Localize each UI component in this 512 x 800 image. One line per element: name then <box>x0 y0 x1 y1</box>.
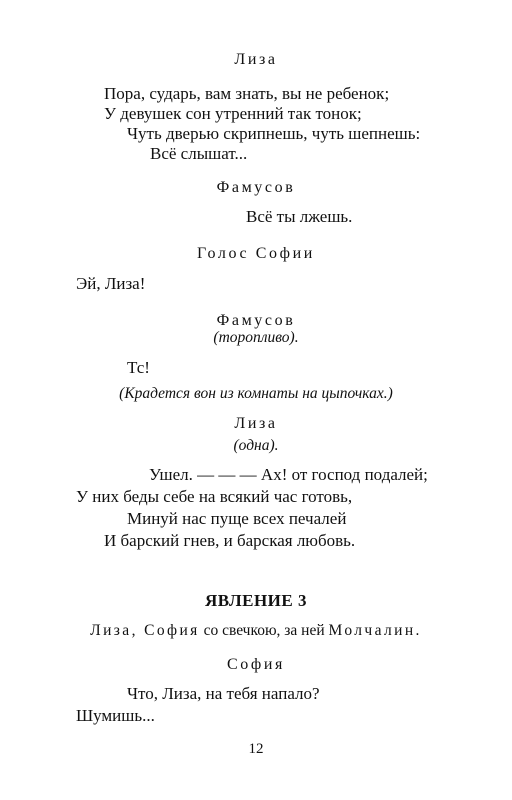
cast-names: Лиза, София <box>90 622 200 639</box>
verse-line: У девушек сон утренний так тонок; <box>104 104 362 123</box>
speaker-famusov: Фамусов <box>216 179 296 196</box>
verse-line: Всё ты лжешь. <box>246 207 353 226</box>
speaker-sofia: София <box>227 656 285 673</box>
verse-line: Тс! <box>127 358 150 377</box>
stage-direction: (Крадется вон из комнаты на цыпочках.) <box>119 385 393 402</box>
verse-line: Пора, сударь, вам знать, вы не ребенок; <box>104 84 390 103</box>
page-number: 12 <box>248 741 264 757</box>
stage-direction: (торопливо). <box>213 329 299 346</box>
verse-line: Чуть дверью скрипнешь, чуть шепнешь: <box>127 124 421 143</box>
scene-title: ЯВЛЕНИЕ 3 <box>204 591 307 610</box>
speaker-sofia-voice: Голос Софии <box>197 245 315 262</box>
cast-note: со свечкою, за ней <box>199 622 329 639</box>
verse-line: Эй, Лиза! <box>76 274 146 293</box>
scene-cast <box>0 621 512 641</box>
stage-direction: (одна). <box>233 437 279 454</box>
verse-line: Всё слышат... <box>150 144 248 163</box>
verse-line: И барский гнев, и барская любовь. <box>104 531 356 550</box>
verse-line: Минуй нас пуще всех печалей <box>127 509 347 528</box>
speaker-liza: Лиза <box>234 415 278 432</box>
speaker-famusov: Фамусов <box>216 312 296 329</box>
speaker-liza: Лиза <box>234 51 278 68</box>
verse-line: Ушел. — — — Ах! от господ подалей; <box>149 465 428 484</box>
verse-line: Что, Лиза, на тебя напало? <box>127 684 320 703</box>
verse-line: Шумишь... <box>76 706 155 725</box>
cast-name-molchalin: Молчалин. <box>328 622 422 639</box>
verse-line: У них беды себе на всякий час готовь, <box>76 487 353 506</box>
